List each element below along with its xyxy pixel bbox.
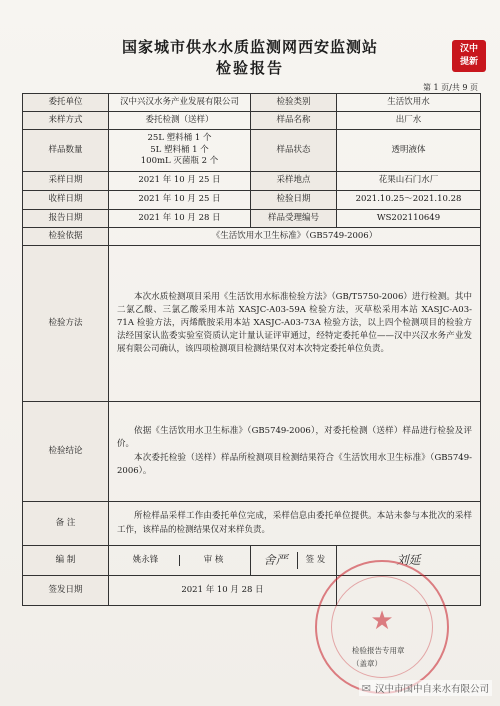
sample-no-value: WS202110649 (337, 210, 481, 228)
sampling-site-value: 花果山石门水厂 (337, 172, 481, 191)
sample-no-label: 样品受理编号 (251, 210, 337, 228)
remark-text: 所检样品采样工作由委托单位完成，采样信息由委托单位提供。本站未参与本批次的采样工作，该样品的检测结果仅对来样负责。 (117, 511, 472, 535)
report-title: 国家城市供水水质监测网西安监测站 (121, 38, 378, 56)
reviewer-label: 审 核 (203, 554, 224, 565)
issue-date-label: 签发日期 (23, 576, 109, 606)
report-date-label: 报告日期 (23, 210, 109, 228)
receive-date-label: 收样日期 (23, 191, 109, 210)
news-logo (452, 40, 486, 72)
test-type-label: 检验类别 (251, 94, 337, 112)
conclusion-text-cell (109, 402, 481, 502)
test-date-value: 2021.10.25～2021.10.28 (337, 191, 481, 210)
quantity-label: 样品数量 (23, 130, 109, 172)
report-subtitle: 检验报告 (215, 59, 284, 77)
sampling-method-value: 委托检测（送样） (109, 112, 251, 130)
seal-text: 检验报告专用章 (352, 646, 405, 655)
conclusion-paragraph: 本次委托检验（送样）样品所检测项目检测结果符合《生活饮用水卫生标准》（GB5749-2006）。 (117, 452, 472, 476)
method-text-cell (109, 246, 481, 402)
method-label: 检验方法 (23, 246, 109, 402)
state-value: 透明液体 (337, 130, 481, 172)
logo-text-line2: 提新 (459, 57, 478, 67)
sample-name-value: 出厂水 (337, 112, 481, 130)
issue-date-value: 2021 年 10 月 28 日 (109, 576, 337, 606)
report-table (22, 93, 481, 606)
remark-text-cell (109, 502, 481, 546)
sampling-method-label: 来样方式 (23, 112, 109, 130)
method-text: 本次水质检测项目采用《生活饮用水标准检验方法》（GB/T5750-2006）进行检测。其中二氯乙酸、三氯乙酸采用本站 XASJC-A03-59A 检验方法，灭草松采用本站 XASJC-A03-71A 检验方法，丙烯酰胺采用本站 XASJC-A03-73A 检验方法，以上四个检测项目的检验方法经国家认监委实验室资质认定计量认证评审通过，经特定委托单位——汉中兴汉水务产业发展有限公司确认，该四项检测项目检测结果仅对本次特定委托单位负责。 (117, 291, 472, 355)
seal-label: （盖章） (352, 659, 382, 668)
sampling-date-value: 2021 年 10 月 25 日 (109, 172, 251, 191)
test-type-value: 生活饮用水 (337, 94, 481, 112)
state-label: 样品状态 (251, 130, 337, 172)
wechat-account-name: 汉中市国中自来水有限公司 (374, 684, 489, 695)
quantity-value (109, 130, 251, 172)
conclusion-label: 检验结论 (23, 402, 109, 502)
reviewer-signature (251, 546, 337, 576)
issuer-signature: 刘延 (337, 546, 481, 576)
quantity-line: 100mL 灭菌瓶 2 个 (140, 156, 219, 167)
client-value: 汉中兴汉水务产业发展有限公司 (109, 94, 251, 112)
sampling-site-label: 采样地点 (251, 172, 337, 191)
wechat-watermark (359, 680, 492, 696)
reviewer-signature-text: 舍严 (254, 552, 297, 568)
wechat-icon: ✉ (361, 681, 371, 695)
page-number: 第 1 页/共 9 页 (422, 83, 478, 92)
client-label: 委托单位 (23, 94, 109, 112)
compiler-name-text: 姚永锋 (112, 555, 180, 566)
basis-label: 检验依据 (23, 228, 109, 246)
test-date-label: 检验日期 (251, 191, 337, 210)
compiler-name (109, 546, 251, 576)
quantity-line: 5L 塑料桶 1 个 (150, 144, 209, 155)
issuer-label: 签 发 (305, 554, 326, 565)
seal-star-icon: ★ (370, 606, 394, 636)
remark-label: 备 注 (23, 502, 109, 546)
report-date-value: 2021 年 10 月 28 日 (109, 210, 251, 228)
stamp-cell (337, 576, 481, 606)
sample-name-label: 样品名称 (251, 112, 337, 130)
receive-date-value: 2021 年 10 月 25 日 (109, 191, 251, 210)
quantity-line: 25L 塑料桶 1 个 (147, 133, 212, 144)
basis-value: 《生活饮用水卫生标准》（GB5749-2006） (109, 228, 481, 246)
compiler-label: 编 制 (23, 546, 109, 576)
conclusion-paragraph: 依据《生活饮用水卫生标准》（GB5749-2006），对委托检测（送样）样品进行检验及评价。 (117, 426, 472, 450)
logo-text-line1: 汉中 (459, 44, 478, 54)
sampling-date-label: 采样日期 (23, 172, 109, 191)
